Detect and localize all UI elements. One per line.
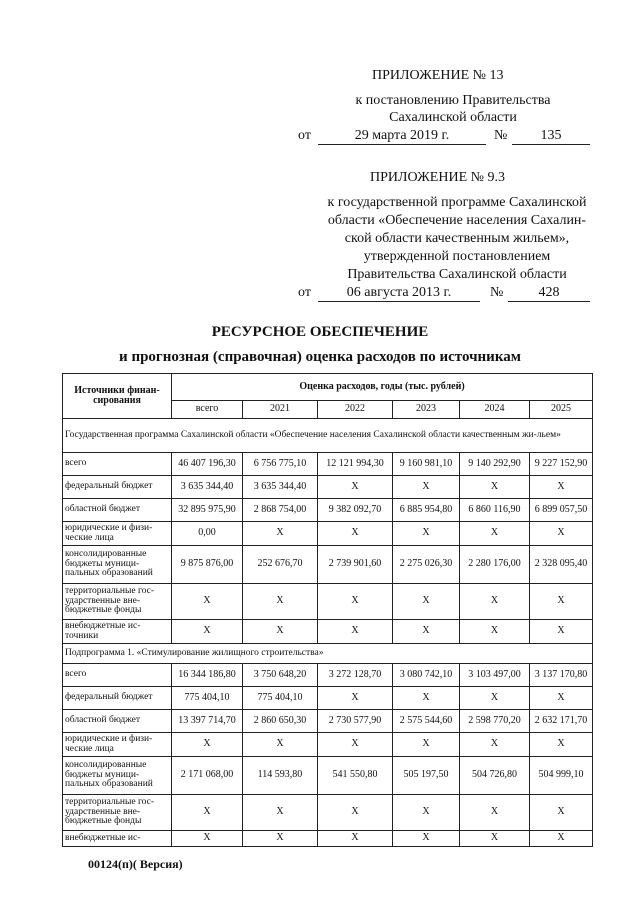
cell: 6 756 775,10 <box>243 453 318 476</box>
cell: X <box>530 795 593 831</box>
header-col-total: всего <box>172 401 243 419</box>
cell: X <box>243 831 318 847</box>
cell: 13 397 714,70 <box>172 710 243 733</box>
cell: 2 739 901,60 <box>318 546 393 584</box>
cell: X <box>393 733 460 757</box>
cell: 2 632 171,70 <box>530 710 593 733</box>
cell: X <box>243 795 318 831</box>
row-label: областной бюджет <box>63 710 172 733</box>
row-label: территориальные гос-ударственные вне-бюджетные фонды <box>63 584 172 620</box>
appendix-93-date-underline <box>318 301 480 302</box>
header-col-2024: 2024 <box>460 401 530 419</box>
cell: X <box>530 831 593 847</box>
row-label: консолидированные бюджеты муници-пальных образований <box>63 757 172 795</box>
appendix-13-title: ПРИЛОЖЕНИЕ № 13 <box>372 68 504 83</box>
resource-table <box>62 373 593 847</box>
cell: X <box>460 584 530 620</box>
header-estimate: Оценка расходов, годы (тыс. рублей) <box>172 374 593 401</box>
cell: 504 999,10 <box>530 757 593 795</box>
appendix-93-from-label: от <box>298 285 311 300</box>
cell: X <box>393 476 460 499</box>
cell: X <box>393 522 460 546</box>
cell: 3 750 648,20 <box>243 664 318 687</box>
cell: 541 550,80 <box>318 757 393 795</box>
cell: X <box>460 733 530 757</box>
cell: X <box>460 522 530 546</box>
cell: X <box>243 620 318 644</box>
cell: X <box>530 620 593 644</box>
table-row <box>63 757 593 795</box>
table-row <box>63 499 593 522</box>
table-row <box>63 795 593 831</box>
cell: 775 404,10 <box>243 687 318 710</box>
cell: X <box>243 522 318 546</box>
appendix-13-from-label: от <box>298 128 311 143</box>
cell: X <box>243 584 318 620</box>
cell: X <box>318 687 393 710</box>
cell: X <box>393 831 460 847</box>
row-label: федеральный бюджет <box>63 687 172 710</box>
cell: 775 404,10 <box>172 687 243 710</box>
cell: X <box>460 476 530 499</box>
cell: 2 280 176,00 <box>460 546 530 584</box>
row-label: консолидированные бюджеты муници-пальных образований <box>63 546 172 584</box>
row-label: федеральный бюджет <box>63 476 172 499</box>
cell: 2 171 068,00 <box>172 757 243 795</box>
table-row <box>63 831 593 847</box>
cell: X <box>318 584 393 620</box>
cell: X <box>460 620 530 644</box>
cell: 46 407 196,30 <box>172 453 243 476</box>
row-label: всего <box>63 453 172 476</box>
table-row <box>63 664 593 687</box>
header-col-2023: 2023 <box>393 401 460 419</box>
cell: 2 598 770,20 <box>460 710 530 733</box>
appendix-13-no-label: № <box>494 128 508 143</box>
cell: X <box>393 584 460 620</box>
appendix-93-title: ПРИЛОЖЕНИЕ № 9.3 <box>370 170 505 185</box>
appendix-93-line-4: утвержденной постановлением <box>363 249 551 264</box>
cell: X <box>530 733 593 757</box>
cell: 252 676,70 <box>243 546 318 584</box>
cell: 2 328 095,40 <box>530 546 593 584</box>
cell: 504 726,80 <box>460 757 530 795</box>
cell: X <box>460 687 530 710</box>
cell: X <box>318 831 393 847</box>
table-row <box>63 687 593 710</box>
cell: 16 344 186,80 <box>172 664 243 687</box>
appendix-13-date: 29 марта 2019 г. <box>354 128 450 143</box>
cell: X <box>172 620 243 644</box>
cell: X <box>172 831 243 847</box>
appendix-93-date: 06 августа 2013 г. <box>346 285 452 300</box>
cell: 2 730 577,90 <box>318 710 393 733</box>
table-row <box>63 733 593 757</box>
cell: X <box>172 733 243 757</box>
appendix-93-no-label: № <box>490 285 504 300</box>
cell: X <box>393 620 460 644</box>
row-label: юридические и физи-ческие лица <box>63 522 172 546</box>
cell: 2 275 026,30 <box>393 546 460 584</box>
cell: 9 160 981,10 <box>393 453 460 476</box>
table-row <box>63 584 593 620</box>
row-label: юридические и физи-ческие лица <box>63 733 172 757</box>
appendix-13-to: к постановлению Правительства <box>355 93 551 108</box>
table-row <box>63 476 593 499</box>
doc-subtitle: и прогнозная (справочная) оценка расходов по источникам <box>119 349 521 365</box>
cell: X <box>318 522 393 546</box>
table-row <box>63 453 593 476</box>
table-row <box>63 710 593 733</box>
cell: X <box>393 795 460 831</box>
appendix-13-date-underline <box>318 144 486 145</box>
cell: X <box>460 831 530 847</box>
cell: X <box>530 476 593 499</box>
cell: X <box>318 620 393 644</box>
appendix-93-line-3: ской области качественным жильем», <box>344 231 570 246</box>
cell: 9 382 092,70 <box>318 499 393 522</box>
appendix-93-number-underline <box>508 301 590 302</box>
appendix-13-org: Сахалинской области <box>389 110 517 125</box>
cell: 6 860 116,90 <box>460 499 530 522</box>
cell: X <box>530 584 593 620</box>
doc-title: РЕСУРСНОЕ ОБЕСПЕЧЕНИЕ <box>211 324 429 340</box>
cell: X <box>530 687 593 710</box>
cell: X <box>530 522 593 546</box>
header-col-2022: 2022 <box>318 401 393 419</box>
table-row <box>63 522 593 546</box>
cell: X <box>318 733 393 757</box>
header-col-2021: 2021 <box>243 401 318 419</box>
row-label: территориальные гос-ударственные вне-бюджетные фонды <box>63 795 172 831</box>
cell: X <box>172 584 243 620</box>
cell: 6 885 954,80 <box>393 499 460 522</box>
cell: 3 635 344,40 <box>172 476 243 499</box>
cell: 3 635 344,40 <box>243 476 318 499</box>
section-title: Подпрограмма 1. «Стимулирование жилищного строительства» <box>63 644 593 664</box>
header-source: Источники финан-сирования <box>63 374 172 419</box>
cell: X <box>460 795 530 831</box>
appendix-93-line-1: к государственной программе Сахалинской <box>327 195 587 210</box>
cell: 6 899 057,50 <box>530 499 593 522</box>
row-label: всего <box>63 664 172 687</box>
cell: 12 121 994,30 <box>318 453 393 476</box>
cell: 2 860 650,30 <box>243 710 318 733</box>
cell: X <box>393 687 460 710</box>
appendix-93-number: 428 <box>538 285 560 300</box>
table-row <box>63 620 593 644</box>
cell: X <box>243 733 318 757</box>
table-row <box>63 546 593 584</box>
row-label: внебюджетные ис-точники <box>63 620 172 644</box>
cell: 9 227 152,90 <box>530 453 593 476</box>
appendix-13-number-underline <box>512 144 590 145</box>
cell: 2 575 544,60 <box>393 710 460 733</box>
appendix-13-number: 135 <box>540 128 562 143</box>
cell: 3 272 128,70 <box>318 664 393 687</box>
header-col-2025: 2025 <box>530 401 593 419</box>
cell: 114 593,80 <box>243 757 318 795</box>
appendix-93-line-2: области «Обеспечение населения Сахалин- <box>327 213 587 228</box>
cell: 0,00 <box>172 522 243 546</box>
cell: 3 137 170,80 <box>530 664 593 687</box>
cell: 2 868 754,00 <box>243 499 318 522</box>
row-label: внебюджетные ис- <box>63 831 172 847</box>
cell: X <box>318 476 393 499</box>
cell: 32 895 975,90 <box>172 499 243 522</box>
section-title: Государственная программа Сахалинской области «Обеспечение населения Сахалинской области качественным жи-льем» <box>63 419 593 453</box>
cell: 9 875 876,00 <box>172 546 243 584</box>
cell: 3 103 497,00 <box>460 664 530 687</box>
cell: 9 140 292,90 <box>460 453 530 476</box>
cell: 3 080 742,10 <box>393 664 460 687</box>
cell: X <box>318 795 393 831</box>
row-label: областной бюджет <box>63 499 172 522</box>
doc-footer-code: 00124(п)( Версия) <box>88 857 183 871</box>
cell: 505 197,50 <box>393 757 460 795</box>
appendix-93-line-5: Правительства Сахалинской области <box>347 267 567 282</box>
cell: X <box>172 795 243 831</box>
